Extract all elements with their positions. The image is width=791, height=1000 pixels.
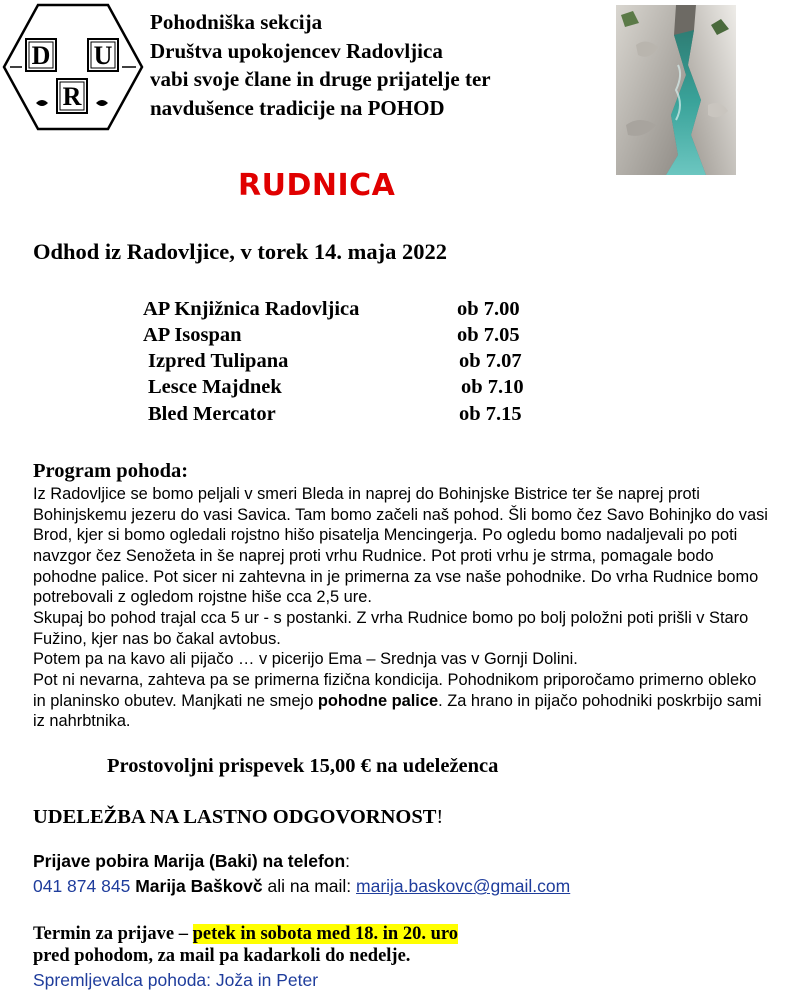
header-line-4: navdušence tradicije na POHOD bbox=[150, 95, 445, 120]
society-logo bbox=[2, 3, 144, 131]
stop-time: ob 7.07 bbox=[459, 350, 522, 372]
stop-time: ob 7.00 bbox=[457, 298, 520, 320]
header-line-2: Društva upokojencev Radovljica bbox=[150, 38, 443, 63]
hike-title: RUDNICA bbox=[238, 168, 396, 203]
registration-deadline-note: pred pohodom, za mail pa kadarkoli do nedelje. bbox=[33, 946, 411, 966]
poles-emphasis: pohodne palice bbox=[317, 691, 439, 710]
contact-name: Marija Baškovč bbox=[135, 876, 263, 896]
stop-place: AP Knjižnica Radovljica bbox=[143, 298, 360, 320]
header-intro bbox=[150, 8, 491, 122]
program-paragraph: Iz Radovljice se bomo peljali v smeri Bleda in naprej do Bohinjske Bistrice ter še naprej proti Bohinjskemu jezeru do vasi Savica. Tam bomo začeli naš pohod. Šli bomo čez Savo Bohinjko do vasi Brod, kjer si bomo ogledali rojstno hišo pisatelja Mencingerja. Po ogledu bomo nadaljevali po poti navzgor čez Senožeta in še naprej proti vrhu Rudnice. Pot proti vrhu je strma, pomagale bodo pohodne palice. Pot sicer ni zahtevna in je primerna za vse naše pohodnike. Do vrha Rudnice bomo potrebovali z ogledom rojstne hiše cca 2,5 ure. bbox=[33, 485, 768, 607]
program-paragraph: Potem pa na kavo ali pijačo … v picerijo Ema – Srednja vas v Gornji Dolini. bbox=[33, 650, 578, 669]
logo-letter-d: D bbox=[31, 41, 51, 70]
contribution-info: Prostovoljni prispevek 15,00 € na udeleženca bbox=[107, 755, 499, 777]
departure-info: Odhod iz Radovljice, v torek 14. maja 2022 bbox=[33, 239, 447, 264]
river-gorge-photo bbox=[616, 5, 736, 175]
stop-place: Lesce Majdnek bbox=[148, 376, 282, 398]
registration-deadline: Termin za prijave – petek in sobota med 18. in 20. uro bbox=[33, 924, 459, 944]
program-heading: Program pohoda: bbox=[33, 460, 189, 482]
hike-companions: Spremljevalca pohoda: Joža in Peter bbox=[33, 970, 319, 990]
stop-time: ob 7.15 bbox=[459, 403, 522, 425]
program-paragraph: Skupaj bo pohod trajal cca 5 ur - s postanki. Z vrha Rudnice bomo po bolj položni poti prišli v Staro Fužino, kjer nas bo čakal avtobus. bbox=[33, 608, 749, 648]
stop-place: AP Isospan bbox=[143, 324, 242, 346]
contact-line: 041 874 845 Marija Baškovč ali na mail: marija.baskovc@gmail.com bbox=[33, 876, 571, 896]
phone-number[interactable]: 041 874 845 bbox=[33, 876, 131, 896]
svg-text:R: R bbox=[62, 82, 82, 111]
header-line-1: Pohodniška sekcija bbox=[150, 10, 323, 34]
stop-place: Izpred Tulipana bbox=[148, 350, 289, 372]
deadline-highlight: petek in sobota med 18. in 20. uro bbox=[192, 924, 459, 944]
header-line-3: vabi svoje člane in druge prijatelje ter bbox=[150, 67, 491, 91]
email-link[interactable]: marija.baskovc@gmail.com bbox=[356, 876, 571, 896]
svg-text:U: U bbox=[93, 41, 113, 70]
program-paragraph: Pot ni nevarna, zahteva pa se primerna fizična kondicija. Pohodnikom priporočamo primerno obleko in planinsko obutev. Manjkati ne smejo pohodne palice. Za hrano in pijačo pohodniki poskrbijo sami iz nahrbtnika. bbox=[33, 670, 762, 731]
registration-info: Prijave pobira Marija (Baki) na telefon: bbox=[33, 851, 351, 871]
stop-time: ob 7.05 bbox=[457, 324, 520, 346]
program-description bbox=[33, 484, 773, 732]
stop-time: ob 7.10 bbox=[461, 376, 524, 398]
responsibility-notice: UDELEŽBA NA LASTNO ODGOVORNOST! bbox=[33, 806, 444, 828]
stop-place: Bled Mercator bbox=[148, 403, 276, 425]
